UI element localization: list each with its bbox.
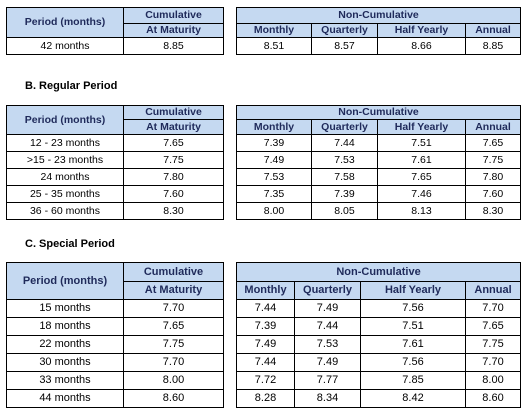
cell-period: 15 months bbox=[7, 300, 124, 318]
cell-quarterly: 7.53 bbox=[312, 152, 378, 169]
table-row bbox=[7, 186, 521, 203]
cell-annual: 7.60 bbox=[466, 186, 521, 203]
cell-annual: 7.65 bbox=[466, 318, 521, 336]
table-row bbox=[7, 203, 521, 220]
cell-annual: 8.00 bbox=[466, 372, 521, 390]
cell-quarterly: 8.34 bbox=[295, 390, 361, 408]
cell-monthly: 7.35 bbox=[237, 186, 312, 203]
table-row bbox=[7, 38, 521, 55]
table-row bbox=[7, 354, 521, 372]
cell-cumulative: 8.60 bbox=[124, 390, 224, 408]
section-b-title: B. Regular Period bbox=[25, 80, 118, 92]
header-period: Period (months) bbox=[7, 263, 124, 300]
cell-quarterly: 7.58 bbox=[312, 169, 378, 186]
table-row bbox=[7, 372, 521, 390]
column-gap bbox=[224, 106, 237, 220]
cell-annual: 8.85 bbox=[466, 38, 521, 55]
cell-quarterly: 7.39 bbox=[312, 186, 378, 203]
header-monthly: Monthly bbox=[237, 24, 312, 38]
cell-period: 30 months bbox=[7, 354, 124, 372]
cell-period: 44 months bbox=[7, 390, 124, 408]
cell-period: 24 months bbox=[7, 169, 124, 186]
cell-period: 18 months bbox=[7, 318, 124, 336]
cell-monthly: 7.72 bbox=[237, 372, 295, 390]
cell-quarterly: 7.53 bbox=[295, 336, 361, 354]
cell-cumulative: 7.65 bbox=[124, 318, 224, 336]
header-period: Period (months) bbox=[7, 106, 124, 135]
header-cumulative: Cumulative bbox=[124, 106, 224, 120]
table-row bbox=[7, 152, 521, 169]
cell-quarterly: 7.44 bbox=[295, 318, 361, 336]
cell-monthly: 8.00 bbox=[237, 203, 312, 220]
header-non-cumulative: Non-Cumulative bbox=[237, 8, 521, 24]
cell-quarterly: 8.57 bbox=[312, 38, 378, 55]
cell-cumulative: 7.70 bbox=[124, 300, 224, 318]
cell-cumulative: 7.80 bbox=[124, 169, 224, 186]
header-annual: Annual bbox=[466, 120, 521, 135]
cell-cumulative: 7.65 bbox=[124, 135, 224, 152]
cell-cumulative: 7.75 bbox=[124, 336, 224, 354]
table-row bbox=[7, 318, 521, 336]
cell-annual: 7.80 bbox=[466, 169, 521, 186]
header-at-maturity: At Maturity bbox=[124, 120, 224, 135]
cell-half-yearly: 8.13 bbox=[378, 203, 466, 220]
cell-period: 25 - 35 months bbox=[7, 186, 124, 203]
header-non-cumulative: Non-Cumulative bbox=[237, 263, 521, 282]
cell-half-yearly: 7.51 bbox=[361, 318, 466, 336]
cell-cumulative: 7.75 bbox=[124, 152, 224, 169]
cell-annual: 8.30 bbox=[466, 203, 521, 220]
cell-half-yearly: 7.65 bbox=[378, 169, 466, 186]
header-at-maturity: At Maturity bbox=[124, 24, 224, 38]
rate-table-b bbox=[6, 105, 521, 220]
header-period: Period (months) bbox=[7, 8, 124, 38]
header-annual: Annual bbox=[466, 24, 521, 38]
rate-table-c bbox=[6, 262, 521, 408]
cell-annual: 8.60 bbox=[466, 390, 521, 408]
cell-period: 22 months bbox=[7, 336, 124, 354]
rate-table-a bbox=[6, 7, 521, 55]
cell-quarterly: 8.05 bbox=[312, 203, 378, 220]
cell-period: 42 months bbox=[7, 38, 124, 55]
cell-quarterly: 7.49 bbox=[295, 300, 361, 318]
cell-half-yearly: 8.42 bbox=[361, 390, 466, 408]
section-c-title: C. Special Period bbox=[25, 238, 115, 250]
cell-annual: 7.65 bbox=[466, 135, 521, 152]
header-half-yearly: Half Yearly bbox=[378, 120, 466, 135]
cell-half-yearly: 7.56 bbox=[361, 300, 466, 318]
cell-monthly: 8.51 bbox=[237, 38, 312, 55]
header-quarterly: Quarterly bbox=[295, 282, 361, 300]
cell-annual: 7.70 bbox=[466, 300, 521, 318]
cell-monthly: 7.49 bbox=[237, 336, 295, 354]
cell-period: >15 - 23 months bbox=[7, 152, 124, 169]
cell-half-yearly: 8.66 bbox=[378, 38, 466, 55]
cell-monthly: 7.49 bbox=[237, 152, 312, 169]
cell-quarterly: 7.44 bbox=[312, 135, 378, 152]
table-row bbox=[7, 300, 521, 318]
header-non-cumulative: Non-Cumulative bbox=[237, 106, 521, 120]
cell-period: 33 months bbox=[7, 372, 124, 390]
cell-annual: 7.75 bbox=[466, 336, 521, 354]
column-gap bbox=[224, 263, 237, 408]
header-quarterly: Quarterly bbox=[312, 120, 378, 135]
cell-monthly: 7.44 bbox=[237, 300, 295, 318]
cell-half-yearly: 7.61 bbox=[361, 336, 466, 354]
cell-period: 12 - 23 months bbox=[7, 135, 124, 152]
header-monthly: Monthly bbox=[237, 282, 295, 300]
header-quarterly: Quarterly bbox=[312, 24, 378, 38]
cell-half-yearly: 7.51 bbox=[378, 135, 466, 152]
cell-cumulative: 8.85 bbox=[124, 38, 224, 55]
table-row bbox=[7, 135, 521, 152]
header-half-yearly: Half Yearly bbox=[361, 282, 466, 300]
cell-annual: 7.75 bbox=[466, 152, 521, 169]
table-row bbox=[7, 390, 521, 408]
column-gap bbox=[224, 8, 237, 55]
cell-quarterly: 7.49 bbox=[295, 354, 361, 372]
cell-annual: 7.70 bbox=[466, 354, 521, 372]
cell-cumulative: 7.70 bbox=[124, 354, 224, 372]
cell-quarterly: 7.77 bbox=[295, 372, 361, 390]
cell-cumulative: 7.60 bbox=[124, 186, 224, 203]
cell-half-yearly: 7.85 bbox=[361, 372, 466, 390]
cell-monthly: 7.44 bbox=[237, 354, 295, 372]
cell-cumulative: 8.30 bbox=[124, 203, 224, 220]
cell-monthly: 7.39 bbox=[237, 135, 312, 152]
cell-period: 36 - 60 months bbox=[7, 203, 124, 220]
header-cumulative: Cumulative bbox=[124, 8, 224, 24]
cell-half-yearly: 7.61 bbox=[378, 152, 466, 169]
header-monthly: Monthly bbox=[237, 120, 312, 135]
header-cumulative: Cumulative bbox=[124, 263, 224, 282]
cell-monthly: 7.39 bbox=[237, 318, 295, 336]
cell-monthly: 8.28 bbox=[237, 390, 295, 408]
header-half-yearly: Half Yearly bbox=[378, 24, 466, 38]
cell-monthly: 7.53 bbox=[237, 169, 312, 186]
header-at-maturity: At Maturity bbox=[124, 282, 224, 300]
table-row bbox=[7, 336, 521, 354]
header-annual: Annual bbox=[466, 282, 521, 300]
cell-half-yearly: 7.46 bbox=[378, 186, 466, 203]
cell-half-yearly: 7.56 bbox=[361, 354, 466, 372]
cell-cumulative: 8.00 bbox=[124, 372, 224, 390]
table-row bbox=[7, 169, 521, 186]
